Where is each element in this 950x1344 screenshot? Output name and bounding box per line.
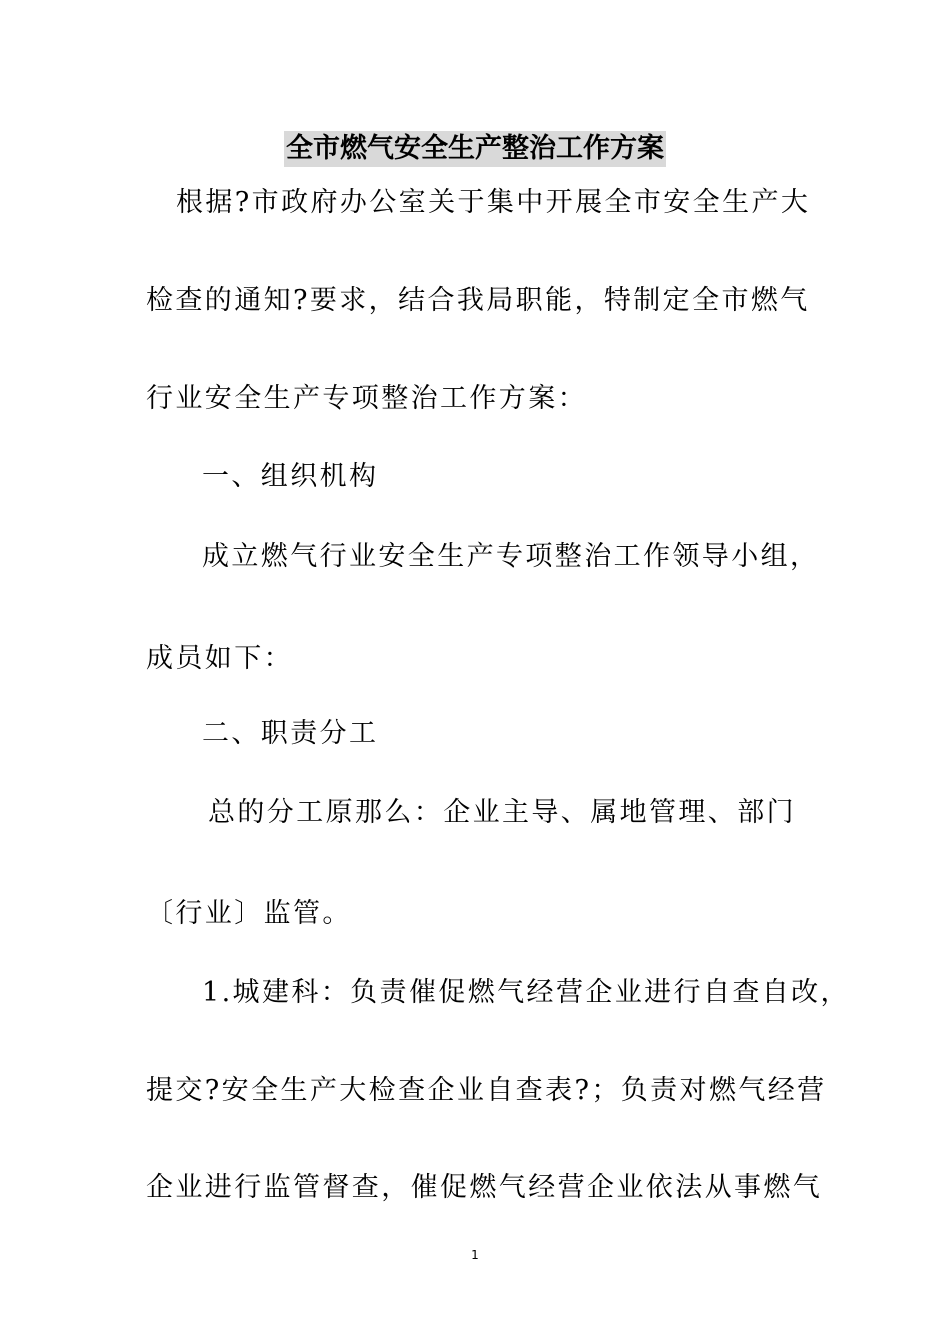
paragraph-line: 1.城建科：负责催促燃气经营企业进行自查自改， [202,977,850,1008]
page-number: 1 [471,1248,479,1262]
section-heading: 二、职责分工 [202,718,379,749]
paragraph-line: 成立燃气行业安全生产专项整治工作领导小组， [202,541,820,572]
title-container [0,131,950,167]
paragraph-line: 根据?市政府办公室关于集中开展全市安全生产大 [176,187,811,218]
paragraph-line: 提交?安全生产大检查企业自查表?；负责对燃气经营 [146,1075,827,1106]
document-title: 全市燃气安全生产整治工作方案 [284,131,666,167]
paragraph-line: 〔行业〕监管。 [146,898,352,929]
paragraph-line: 检查的通知?要求，结合我局职能，特制定全市燃气 [146,285,810,316]
paragraph-line: 企业进行监管督查，催促燃气经营企业依法从事燃气 [146,1172,823,1203]
paragraph-line: 行业安全生产专项整治工作方案： [146,383,587,414]
paragraph-line: 总的分工原那么：企业主导、属地管理、部门 [208,797,796,828]
section-heading: 一、组织机构 [202,461,379,492]
paragraph-line: 成员如下： [146,643,293,674]
